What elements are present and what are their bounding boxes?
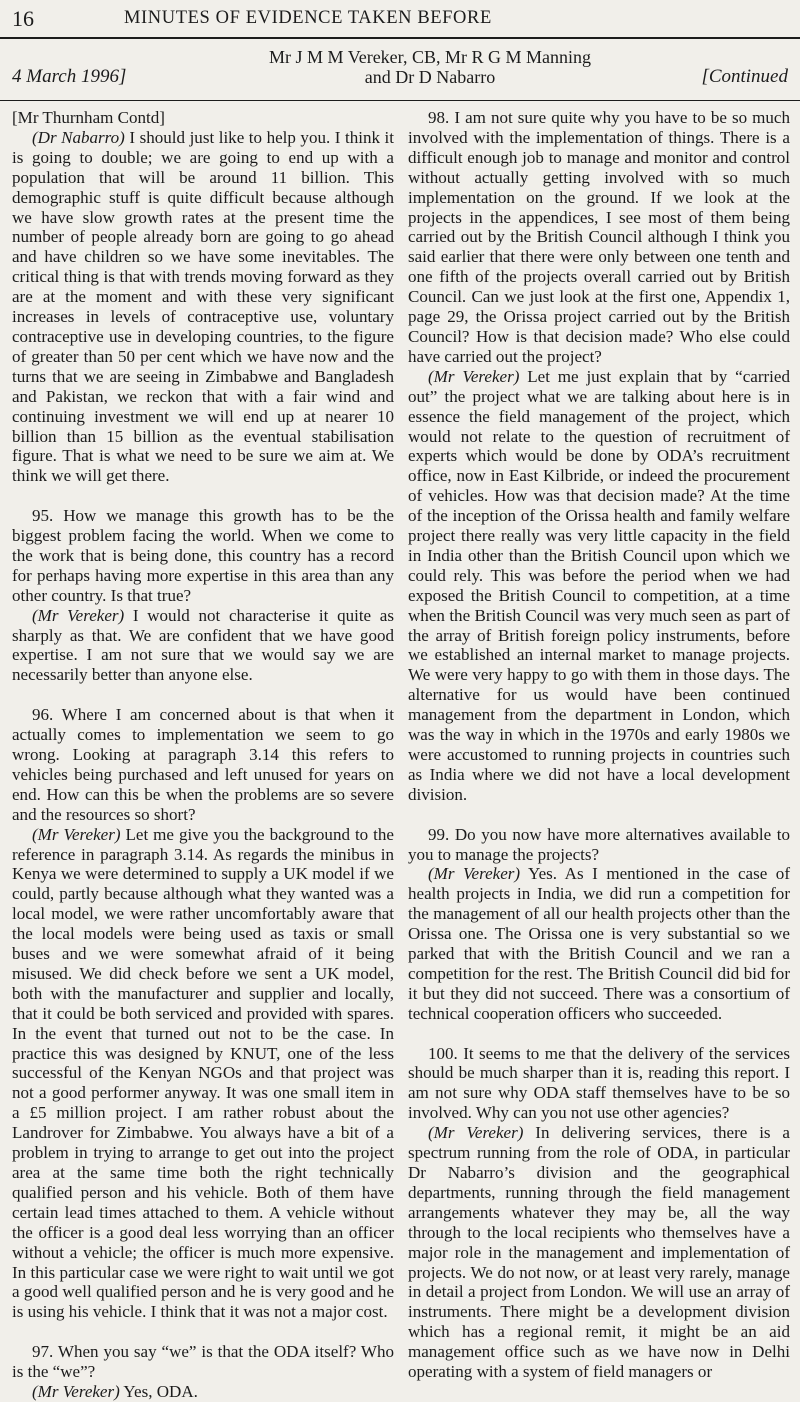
header-title: MINUTES OF EVIDENCE TAKEN BEFORE bbox=[124, 8, 492, 28]
paragraph-text: 99. Do you now have more alternatives available to you to manage the projects? bbox=[408, 824, 790, 864]
running-header bbox=[0, 6, 800, 36]
speaker-label: (Mr Vereker) bbox=[428, 366, 520, 386]
left-paragraphs bbox=[12, 128, 394, 1402]
paragraph-text: 95. How we manage this growth has to be the biggest problem facing the world. When we come to the work that is being done, this country has a record for perhaps having more expertise in this area than any other country. Is that true? bbox=[12, 506, 394, 605]
paragraph-text: Let me give you the background to the reference in paragraph 3.14. As regards the minibus in Kenya we were determined to supply a UK model if we could, partly because although what they wanted was a local model, we were rather uncomfortably aware that the local models were being used as taxis or small buses and we were somewhat afraid of it being misused. We did check before we sent a UK model, both with the manufacturer and supplier and locally, that it could be both serviced and provided with spares. In the event that turned out not to be the case. In practice this was designed by KNUT, one of the less successful of the Kenyan NGOs and that project was not a good performer anyway. It was one small item in a £5 million project. I am rather robust about the Landrover for Zimbabwe. You always have a bit of a problem in trying to arrange to get out into the project area at the same time both the right technically qualified person and his vehicle. Both of them have certain lead times attached to them. A vehicle without the officer is a good deal less worrying than an officer without a vehicle; the officer is much more expensive. In this particular case we were right to wait until we got a good well qualified person and he is very good and he is using his vehicle. I think that it was not a major cost. bbox=[12, 824, 394, 1322]
paragraph-text: Yes. As I mentioned in the case of health projects in India, we did run a competition for the management of all our health projects other than the Orissa one. The Orissa one is very substantial so we parked that with the British Council and we ran a competition for the rest. The British Council did bid for it but they did not succeed. There was a consortium of technical cooperation officers who succeeded. bbox=[408, 864, 790, 1023]
right-paragraphs bbox=[408, 108, 790, 1382]
paragraph bbox=[408, 864, 790, 1023]
speaker-label: (Mr Vereker) bbox=[428, 1123, 524, 1143]
paragraph bbox=[12, 1342, 394, 1382]
paragraph bbox=[408, 1123, 790, 1382]
paragraph-text: 96. Where I am concerned about is that when it actually comes to implementation we seem to go wrong. Looking at paragraph 3.14 this refers to vehicles being purchased and left unused for years on end. How can this be when the problems are so severe and the resources so short? bbox=[12, 705, 394, 824]
paragraph bbox=[12, 128, 394, 486]
speaker-label: (Mr Vereker) bbox=[32, 824, 121, 844]
witness-names-line1: Mr J M M Vereker, CB, Mr R G M Manning bbox=[269, 47, 591, 67]
page-number: 16 bbox=[12, 6, 34, 31]
speaker-label: (Mr Vereker) bbox=[32, 605, 125, 625]
paragraph-text: 100. It seems to me that the delivery of the services should be much sharper than it is, reading this report. I am not sure why ODA staff themselves have to be so involved. Why can you not use other agencies? bbox=[408, 1043, 790, 1123]
continued-label: [Continued bbox=[701, 66, 788, 87]
paragraph bbox=[408, 825, 790, 865]
paragraph-text: I should just like to help you. I think it is going to double; we are going to end up with a population that will be around 11 billion. This demographic stuff is quite difficult because although we have slow growth rates at the present time the number of people already born are going to go ahead and have children so we have some inevitables. The critical thing is that with trends moving forward as they are at the moment and with these very significant increases in levels of contraceptive use, voluntary contraceptive use in developing countries, to the figure of greater than 50 per cent which we have now and the turns that we are seeing in Zimbabwe and Bangladesh and Pakistan, we reckon that with a fair wind and continuing investment we will end up at nearer 10 billion than 15 billion as the eventual stabilisation figure. That is what we need to be sure we aim at. We think we will get there. bbox=[12, 127, 394, 486]
paragraph bbox=[408, 108, 790, 367]
paragraph bbox=[12, 606, 394, 686]
witness-names-line2: and Dr D Nabarro bbox=[364, 67, 496, 87]
paragraph-text: 97. When you say “we” is that the ODA itself? Who is the “we”? bbox=[12, 1342, 394, 1382]
paragraph-text: I would not characterise it quite as sharply as that. We are confident that we have good expertise. I am not sure that we would say we are necessarily better than anyone else. bbox=[12, 605, 394, 685]
witness-names bbox=[240, 47, 620, 87]
paragraph-text: In delivering services, there is a spectrum running from the role of ODA, in particular Dr Nabarro’s division and the geographical departments, running through the field management arrangements whatever they may be, all the way through to the local recipients who themselves have a major role in the management and implementation of projects. We do not now, or at least very rarely, manage in detail a project from London. We will use an array of instruments. There might be a development division which has a regional remit, it might be an aid management office such as we have now in Delhi operating with a system of field managers or bbox=[408, 1123, 790, 1382]
paragraph bbox=[12, 1382, 394, 1402]
header-rule bbox=[0, 37, 800, 39]
paragraph bbox=[408, 1044, 790, 1124]
left-column bbox=[12, 108, 394, 1402]
speaker-label: (Mr Vereker) bbox=[428, 864, 521, 884]
right-column bbox=[408, 108, 790, 1382]
paragraph bbox=[12, 825, 394, 1323]
speaker-label: (Mr Vereker) bbox=[32, 1381, 120, 1401]
paragraph-text: Let me just explain that by “carried out” the project what we are talking about here is in essence the field management of the project, which would not relate to the question of recruitment of experts which would be done by ODA’s recruitment office, now in East Kilbride, or indeed the procurement of vehicles. How was that decision made? At the time of the inception of the Orissa health and family welfare project there really was very little capacity in the field in India other than the British Council upon which we could rely. This was before the period when we had exposed the British Council to competition, at a time when the British Council was very much seen as part of the array of British foreign policy instruments, before we established an internal market to manage projects. We were very happy to go with them in those days. The alternative for us would have been continued management from the department in London, which was the way in which in the 1970s and early 1980s we were accustomed to running projects in countries such as India where we did not have a local development division. bbox=[408, 366, 790, 804]
paragraph bbox=[12, 705, 394, 824]
speaker-label: (Dr Nabarro) bbox=[32, 127, 125, 147]
witness-rule bbox=[0, 100, 800, 101]
paragraph bbox=[408, 367, 790, 805]
witness-bar bbox=[0, 46, 800, 100]
paragraph-text: 98. I am not sure quite why you have to be so much involved with the implementation of things. There is a difficult enough job to manage and monitor and control without actually getting involved with so much implementation on the ground. If we look at the projects in the appendices, I see most of them being carried out by the British Council although I think you said earlier that there were only between one tenth and one fifth of the projects overall carried out by British Council. Can we just look at the first one, Appendix 1, page 29, the Orissa project carried out by the British Council? How is that decision made? Who else could have carried out the project? bbox=[408, 108, 790, 366]
section-label: [Mr Thurnham Contd] bbox=[12, 108, 165, 127]
session-date: 4 March 1996] bbox=[12, 66, 127, 87]
paragraph-text: Yes, ODA. bbox=[119, 1381, 198, 1401]
paragraph bbox=[12, 506, 394, 606]
